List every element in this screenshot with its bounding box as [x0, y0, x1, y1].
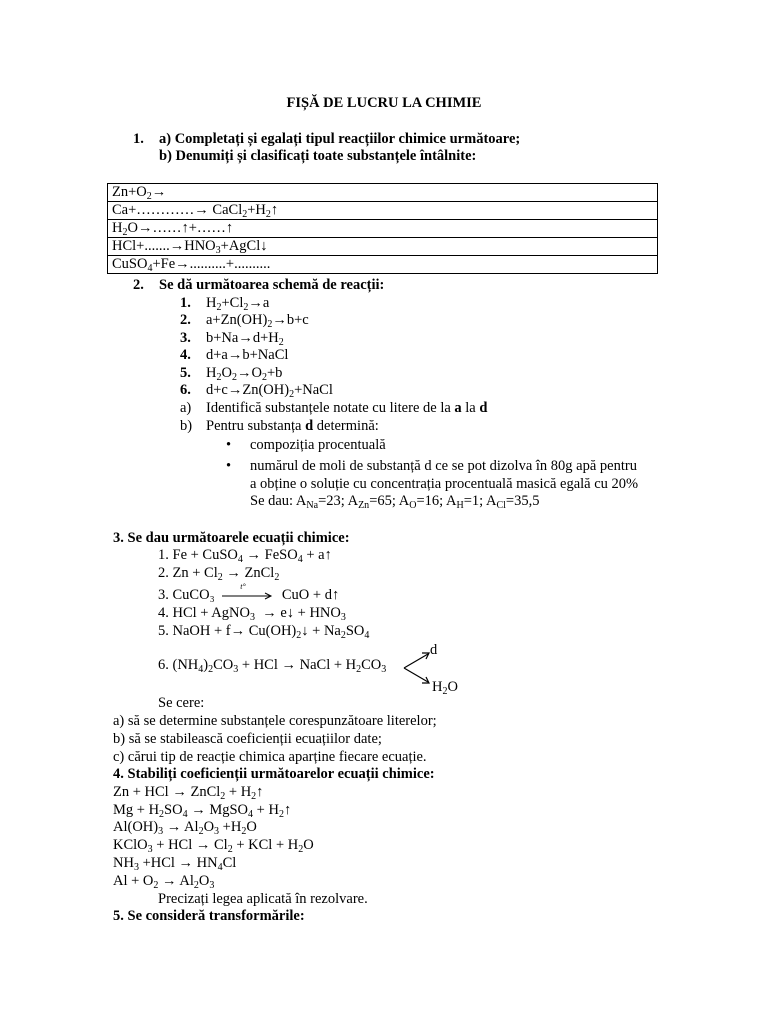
ex3-eq-1: 1. Fe + CuSO$_4$ → FeSO$_4$ + a↑: [158, 547, 332, 565]
ex4-eq-5: $NH_3 +HCl \to HN_4Cl$: [113, 855, 237, 873]
ex3-req-c: c) cărui tip de reacție chimica aparține fiecare ecuație.: [113, 749, 427, 765]
ex3-heading: 3. Se dau următoarele ecuații chimice:: [113, 530, 350, 546]
ex2-item-6: 6. $d+c\to Zn(OH)_2+NaCl$: [180, 382, 333, 400]
ex2-task-b: b) Pentru substanța d determină:: [180, 418, 379, 434]
ex3-eq-3: 3. CuCO₃ t° CuO + d↑: [158, 582, 340, 603]
ex2-given-data: Se dau: $A_{Na}=23$; $A_{Zn}=65$; $A_O=16$; $A_H=1$; $A_{Cl}=35,5$: [250, 493, 540, 511]
table-row: [108, 256, 658, 274]
heat-arrow: t°: [222, 587, 274, 604]
ex3-eq6-product-water: $H_2O$: [432, 679, 458, 697]
ex2-item-3: 3. $b+Na\to d+H_2$: [180, 330, 284, 348]
ex1-number: 1.: [133, 131, 144, 147]
table-row: [108, 220, 658, 238]
table-row: [108, 202, 658, 220]
ex4-eq-2: $Mg + H_2SO_4$ → MgSO$_4$ + $H_2↑$: [113, 802, 292, 820]
ex1-line-a: [133, 131, 520, 148]
ex4-eq-3: $Al(OH)_3 \to Al_2O_3 +H_2O$: [113, 819, 257, 837]
ex1-instruction-b: b) Denumiți și clasificați toate substanțele întâlnite:: [159, 148, 477, 164]
reactions-table: [107, 183, 658, 274]
ex3-eq6-product-d: d: [430, 642, 438, 658]
ex2-number: 2.: [133, 277, 144, 293]
ex4-note: Precizați legea aplicată în rezolvare.: [158, 891, 368, 907]
ex2-heading: Se dă următoarea schemă de reacții:: [159, 277, 385, 293]
long-arrow-icon: [222, 591, 274, 601]
ex3-eq-6: 6. $(NH_4)_2CO_3$ + HCl → NaCl + $H_2CO_3$: [158, 657, 387, 675]
table-row: [108, 238, 658, 256]
ex2-bullet-1: • compoziția procentuală: [226, 437, 386, 453]
bullet-icon: •: [226, 458, 232, 474]
ex4-eq-6: $Al + O_2 \to Al_2O_3$: [113, 873, 215, 891]
ex3-req-a: a) să se determine substanțele corespunzătoare literelor;: [113, 713, 437, 729]
table-cell: $Zn+O_2\to$: [108, 184, 658, 202]
table-cell: $HCl+.......\to HNO_3+AgCl↓$: [108, 238, 658, 256]
ex2-item-2: 2. $a+Zn(OH)_2\to b+c$: [180, 312, 309, 330]
table-cell: CuSO$_4$+Fe→..........+..........: [108, 256, 658, 274]
ex3-se-cere: Se cere:: [158, 695, 205, 711]
ex3-eq-2: 2. $Zn + Cl_2$ → ZnCl$_2$: [158, 565, 280, 583]
ex2-item-4: 4. d+a→b+NaCl: [180, 347, 289, 363]
ex2-task-a: a) Identifică substanțele notate cu litere de la a la d: [180, 400, 488, 416]
table-row: [108, 184, 658, 202]
ex4-eq-4: KClO$_3$ + HCl → $Cl_2$ + KCl + $H_2O$: [113, 837, 314, 855]
ex4-eq-1: Zn + HCl → ZnCl$_2$ + $H_2↑$: [113, 784, 264, 802]
ex2-item-1: 1. $H_2+Cl_2\to a$: [180, 295, 270, 313]
bullet-icon: •: [226, 437, 232, 453]
page-title: FIȘĂ DE LUCRU LA CHIMIE: [286, 95, 482, 111]
ex1-instruction-a: a) Completați și egalați tipul reacțiilor chimice următoare;: [159, 131, 521, 147]
ex2-bullet-2: • numărul de moli de substanță d ce se pot dizolva în 80g apă pentru: [226, 458, 637, 474]
ex2-bullet-2-cont: a obține o soluție cu concentrația procentuală masică egală cu 20%: [250, 476, 639, 492]
ex3-req-b: b) să se stabilească coeficienții ecuațiilor date;: [113, 731, 382, 747]
ex2-item-5: 5. $H_2O_2\to O_2+b$: [180, 365, 283, 383]
ex5-heading: 5. Se consideră transformările:: [113, 908, 305, 924]
table-cell: $H_2O\to\dots\dots↑+\dots\dots↑$: [108, 220, 658, 238]
table-cell: Ca+…………→ $CaCl_2+H_2↑$: [108, 202, 658, 220]
ex3-eq-5: 5. NaOH + $f\to Cu(OH)_2↓ + Na_2SO_4$: [158, 623, 370, 641]
ex2-heading-line: [133, 277, 384, 294]
ex3-eq-4: 4. HCl + AgNO$_3$ → e↓ + $HNO_3$: [158, 605, 346, 623]
ex4-heading: 4. Stabiliți coeficienții următoarelor ecuații chimice:: [113, 766, 435, 782]
